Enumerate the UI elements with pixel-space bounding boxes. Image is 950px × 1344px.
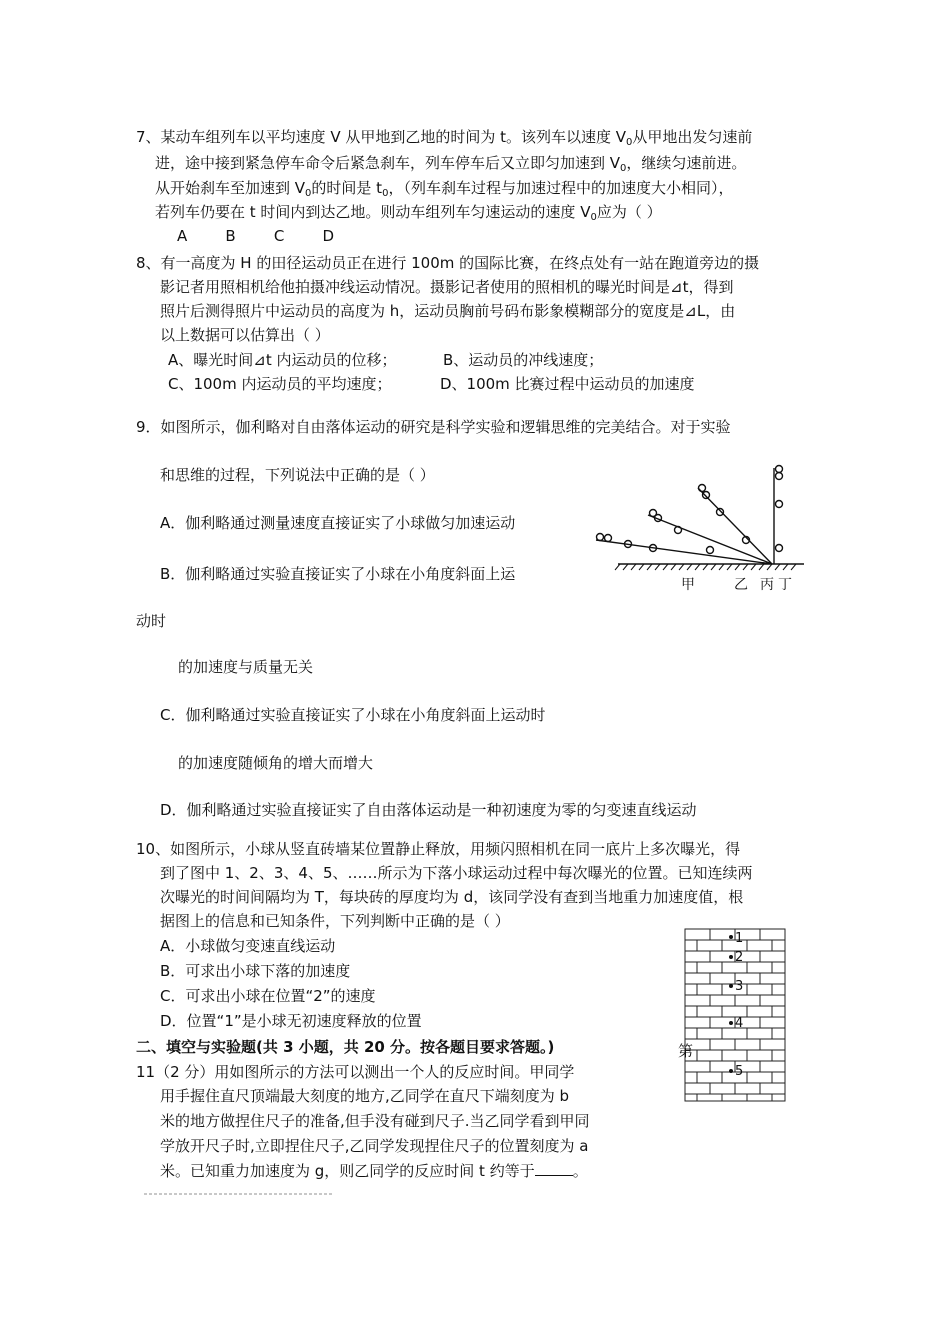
label-jia: 甲: [681, 577, 695, 593]
q8-option-a: A、曝光时间⊿t 内运动员的位移；: [168, 351, 397, 369]
footer-rule: [144, 1193, 334, 1195]
q9-option-c-part-1: C．伽利略通过实验直接证实了小球在小角度斜面上运动时: [160, 706, 546, 724]
q9-option-b-part-2: 动时: [136, 612, 167, 630]
ball-position-1: 1: [735, 931, 744, 946]
q11-line-2: 用手握住直尺顶端最大刻度的地方,乙同学在直尺下端刻度为 b: [160, 1087, 570, 1105]
q11-line-1: 11（2 分）用如图所示的方法可以测出一个人的反应时间。甲同学: [136, 1063, 575, 1081]
q10-option-b: B．可求出小球下落的加速度: [160, 962, 351, 980]
q8-option-d: D、100m 比赛过程中运动员的加速度: [440, 375, 695, 393]
ball-position-2: 2: [735, 950, 744, 965]
q8-line-3: 照片后测得照片中运动员的高度为 h，运动员胸前号码布影象模糊部分的宽度是⊿L，由: [160, 302, 736, 320]
q10-option-c: C．可求出小球在位置“2”的速度: [160, 987, 376, 1005]
ball-position-3: 3: [735, 979, 744, 994]
q10-line-2: 到了图中 1、2、3、4、5、……所示为下落小球运动过程中每次曝光的位置。已知连续两: [160, 864, 753, 882]
q10-line-1: 10、如图所示，小球从竖直砖墙某位置静止释放，用频闪照相机在同一底片上多次曝光，得: [136, 840, 741, 858]
galileo-incline-figure: [588, 460, 808, 595]
q8-option-b: B、运动员的冲线速度；: [443, 351, 604, 369]
figure-caption-fragment: 第: [678, 1042, 694, 1060]
q7-options: A B C D: [177, 227, 335, 245]
q9-line-2: 和思维的过程，下列说法中正确的是（ ）: [160, 466, 435, 484]
q8-line-2: 影记者用照相机给他拍摄冲线运动情况。摄影记者使用的照相机的曝光时间是⊿t，得到: [160, 278, 734, 296]
q8-line-4: 以上数据可以估算出（ ）: [160, 326, 330, 344]
q7-line-4: 若列车仍要在 t 时间内到达乙地。则动车组列车匀速运动的速度 $V_0$应为（ ）: [155, 203, 662, 223]
answer-blank[interactable]: [535, 1161, 573, 1176]
q7-line-2: 进，途中接到紧急停车命令后紧急刹车，列车停车后又立即匀加速到 $V_0$，继续匀速前进。: [155, 154, 747, 174]
q8-line-1: 8、有一高度为 H 的田径运动员正在进行 100m 的国际比赛，在终点处有一站在跑道旁边的摄: [136, 254, 760, 272]
q10-line-3: 次曝光的时间间隔均为 T，每块砖的厚度均为 d，该同学没有查到当地重力加速度值，根: [160, 888, 744, 906]
label-bing: 丙: [760, 577, 774, 593]
q10-option-d: D．位置“1”是小球无初速度释放的位置: [160, 1012, 422, 1030]
label-yi: 乙: [734, 577, 748, 593]
ball-position-5: 5: [735, 1064, 744, 1079]
q8-option-c: C、100m 内运动员的平均速度；: [168, 375, 392, 393]
q9-line-1: 9．如图所示，伽利略对自由落体运动的研究是科学实验和逻辑思维的完美结合。对于实验: [136, 418, 731, 436]
q7-line-1: 7、某动车组列车以平均速度 V 从甲地到乙地的时间为 t。该列车以速度 $V_0$从甲地出发匀速前: [136, 128, 753, 148]
q9-option-d: D．伽利略通过实验直接证实了自由落体运动是一种初速度为零的匀变速直线运动: [160, 801, 697, 819]
q9-option-c-part-2: 的加速度随倾角的增大而增大: [178, 754, 374, 772]
label-ding: 丁: [778, 577, 792, 593]
q11-line-3: 米的地方做捏住尺子的准备,但手没有碰到尺子.当乙同学看到甲同: [160, 1112, 590, 1130]
ball-position-4: 4: [735, 1016, 744, 1031]
q10-option-a: A．小球做匀变速直线运动: [160, 937, 336, 955]
q11-line-5: 米。已知重力加速度为 g，则乙同学的反应时间 t 约等于 。: [160, 1162, 588, 1180]
q7-line-3: 从开始刹车至加速到 $V_0$的时间是 $t_0$，（列车刹车过程与加速过程中的加速度大小相同），: [155, 179, 734, 199]
q10-line-4: 据图上的信息和已知条件，下列判断中正确的是（ ）: [160, 912, 510, 930]
section-2-title: 二、填空与实验题(共 3 小题，共 20 分。按各题目要求答题。): [136, 1038, 555, 1056]
q11-line-4: 学放开尺子时,立即捏住尺子,乙同学发现捏住尺子的位置刻度为 a: [160, 1137, 589, 1155]
q9-option-b-part-3: 的加速度与质量无关: [178, 658, 314, 676]
q9-option-a: A．伽利略通过测量速度直接证实了小球做匀加速运动: [160, 514, 516, 532]
q9-option-b-part-1: B．伽利略通过实验直接证实了小球在小角度斜面上运: [160, 565, 516, 583]
